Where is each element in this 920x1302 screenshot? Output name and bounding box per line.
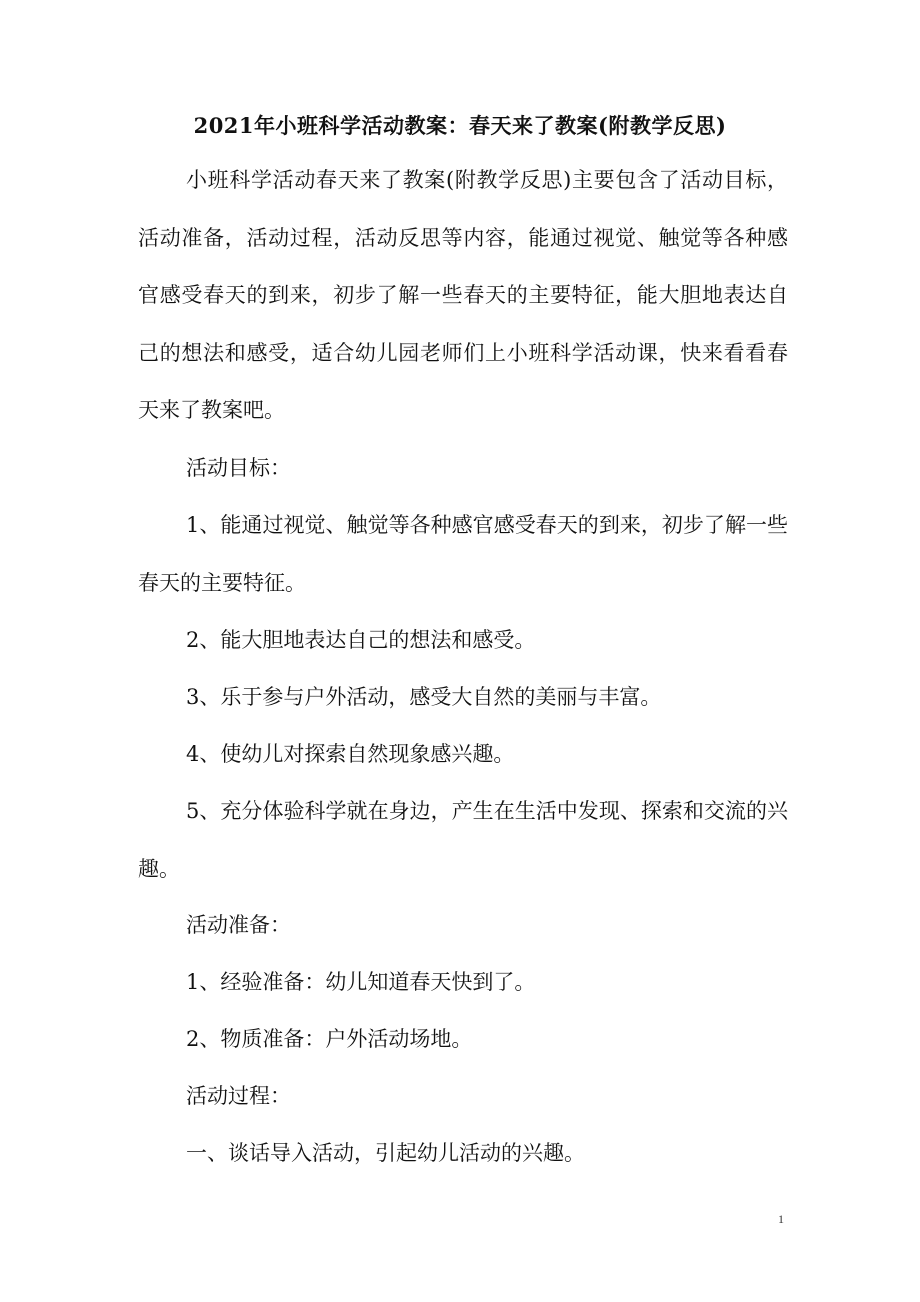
goal-item-3: 3、乐于参与户外活动，感受大自然的美丽与丰富。 (186, 685, 662, 709)
page-number: 1 (778, 1212, 784, 1226)
goal-item-4: 4、使幼儿对探索自然现象感兴趣。 (186, 742, 515, 766)
section-heading-process: 活动过程： (186, 1084, 291, 1108)
section-heading-preparation: 活动准备： (186, 913, 291, 937)
goal-item-2: 2、能大胆地表达自己的想法和感受。 (186, 628, 536, 652)
goal-item-1: 1、能通过视觉、触觉等各种感官感受春天的到来，初步了解一些春天的主要特征。 (138, 513, 788, 595)
preparation-item-1: 1、经验准备：幼儿知道春天快到了。 (186, 970, 536, 994)
process-step-1: 一、谈话导入活动，引起幼儿活动的兴趣。 (186, 1141, 585, 1165)
section-heading-goals: 活动目标： (186, 456, 291, 480)
preparation-item-2: 2、物质准备：户外活动场地。 (186, 1027, 473, 1051)
intro-paragraph: 小班科学活动春天来了教案(附教学反思)主要包含了活动目标，活动准备，活动过程，活动反思等内容，能通过视觉、触觉等各种感官感受春天的到来，初步了解一些春天的主要特征，能大胆地表达自己的想法和感受，适合幼儿园老师们上小班科学活动课，快来看看春天来了教案吧。 (138, 168, 788, 423)
goal-item-5: 5、充分体验科学就在身边，产生在生活中发现、探索和交流的兴趣。 (138, 799, 788, 881)
document-title: 2021年小班科学活动教案：春天来了教案(附教学反思) (193, 113, 727, 138)
